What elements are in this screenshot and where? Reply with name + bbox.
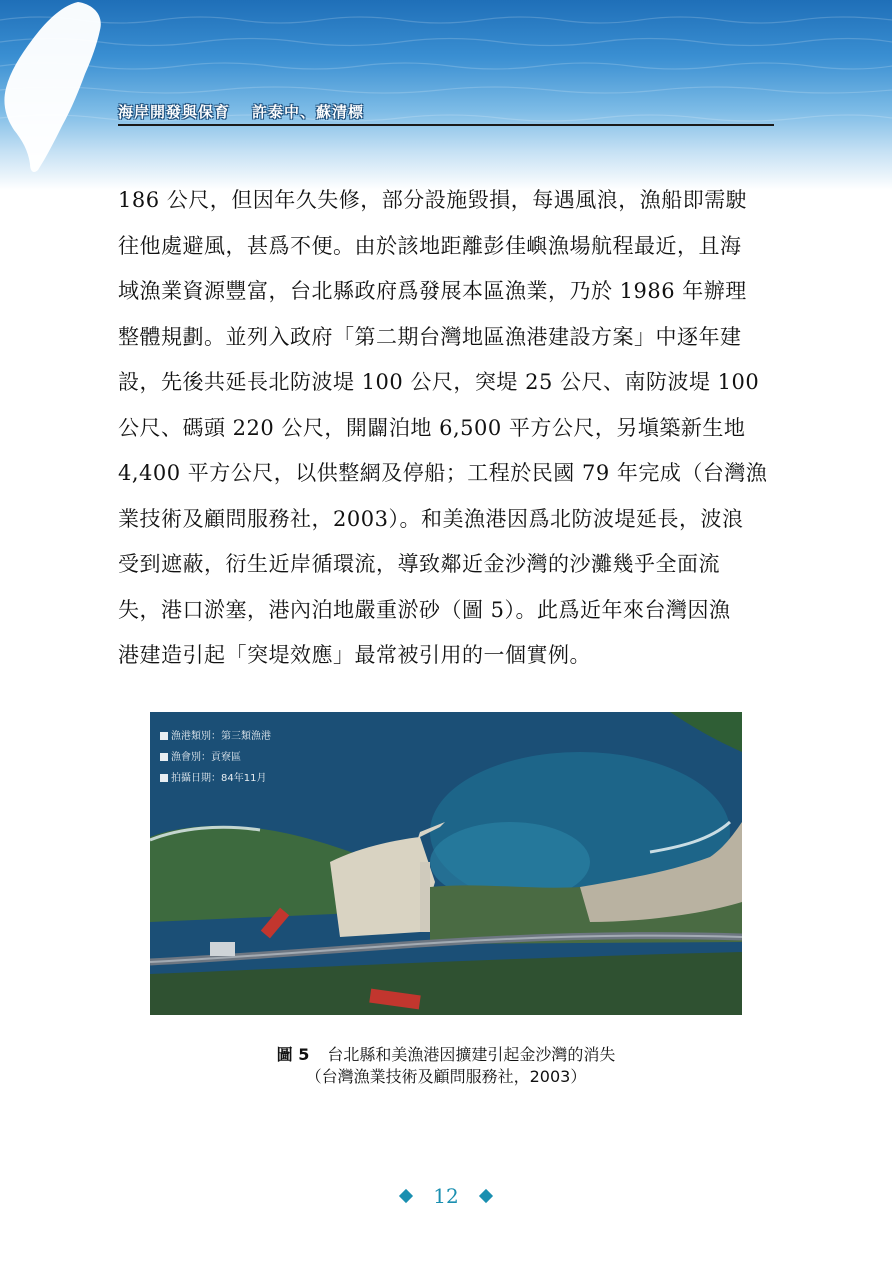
photo-info-line: 漁會別：貢寮區 (171, 752, 241, 763)
aerial-photo-harbor (150, 712, 742, 1015)
bullet-square-icon (160, 753, 168, 761)
diamond-icon (479, 1189, 493, 1203)
text-line: 港建造引起「突堤效應」最常被引用的一個實例。 (118, 643, 591, 667)
figure-caption (0, 1044, 892, 1088)
figure-source: （台灣漁業技術及顧問服務社，2003） (305, 1067, 587, 1086)
text-line: 4,400 平方公尺，以供整網及停船；工程於民國 79 年完成（台灣漁 (118, 461, 768, 485)
text-line: 設，先後共延長北防波堤 100 公尺，突堤 25 公尺、南防波堤 100 (118, 370, 760, 394)
authors: 許泰中、蘇清標 (252, 103, 365, 121)
text-line: 失，港口淤塞，港內泊地嚴重淤砂（圖 5）。此爲近年來台灣因漁 (118, 597, 731, 622)
figure-caption-text: 台北縣和美漁港因擴建引起金沙灣的消失 (327, 1045, 616, 1064)
text-line: 186 公尺，但因年久失修，部分設施毀損，每遇風浪，漁船即需駛 (118, 188, 748, 212)
bullet-square-icon (160, 732, 168, 740)
text-line: 往他處避風，甚爲不便。由於該地距離彭佳嶼漁場航程最近，且海 (118, 233, 742, 258)
text-line: 公尺、碼頭 220 公尺，開闢泊地 6,500 平方公尺，另塡築新生地 (118, 415, 746, 440)
photo-info-line: 漁港類別：第三類漁港 (171, 731, 271, 742)
bullet-square-icon (160, 774, 168, 782)
photo-info-overlay (160, 726, 271, 789)
running-header (118, 101, 364, 122)
page-footer (0, 1184, 892, 1208)
text-line: 業技術及顧問服務社，2003）。和美漁港因爲北防波堤延長，波浪 (118, 506, 744, 531)
body-paragraph (118, 178, 774, 679)
book-title: 海岸開發與保育 (118, 103, 231, 121)
header-ocean-background (0, 0, 892, 190)
figure-label: 圖 5 (276, 1045, 310, 1064)
wave-texture (0, 0, 892, 190)
text-line: 受到遮蔽，衍生近岸循環流，導致鄰近金沙灣的沙灘幾乎全面流 (118, 552, 720, 576)
text-line: 域漁業資源豐富，台北縣政府爲發展本區漁業，乃於 1986 年辦理 (118, 279, 747, 303)
text-line: 整體規劃。並列入政府「第二期台灣地區漁港建設方案」中逐年建 (118, 324, 742, 349)
taiwan-island-icon (0, 0, 110, 175)
page-number: 12 (433, 1184, 459, 1208)
header-divider (118, 124, 774, 126)
photo-info-line: 拍攝日期：84年11月 (171, 773, 267, 784)
diamond-icon (399, 1189, 413, 1203)
